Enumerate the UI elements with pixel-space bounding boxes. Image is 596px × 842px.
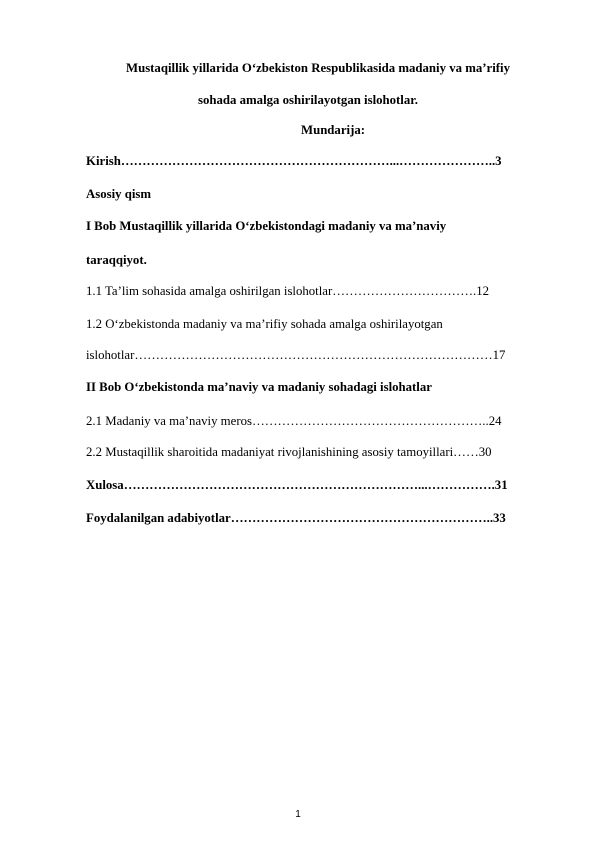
title-line-1: Mustaqillik yillarida O‘zbekiston Respublikasida madaniy va ma’rifiy bbox=[126, 61, 510, 75]
toc-entry-1-1: 1.1 Ta’lim sohasida amalga oshirilgan islohotlar…………………………….12 bbox=[86, 284, 489, 298]
toc-entry-chapter-2: II Bob O‘zbekistonda ma’naviy va madaniy sohadagi islohatlar bbox=[86, 380, 432, 394]
toc-entry-references: Foydalanilgan adabiyotlar……………………………………………………..33 bbox=[86, 511, 506, 525]
toc-entry-1-2-cont: islohotlar…………………………………………………………………………17 bbox=[86, 348, 506, 362]
toc-entry-2-1: 2.1 Madaniy va ma’naviy meros………………………………………………..24 bbox=[86, 414, 502, 428]
title-line-2: sohada amalga oshirilayotgan islohotlar. bbox=[198, 93, 418, 107]
toc-entry-conclusion: Xulosa……………………………………………………………...…………….31 bbox=[86, 478, 508, 492]
toc-entry-1-2: 1.2 O‘zbekistonda madaniy va ma’rifiy sohada amalga oshirilayotgan bbox=[86, 317, 443, 331]
toc-entry-main-part: Asosiy qism bbox=[86, 187, 152, 201]
toc-entry-chapter-1: I Bob Mustaqillik yillarida O‘zbekistondagi madaniy va ma’naviy bbox=[86, 219, 447, 233]
page-number: 1 bbox=[295, 809, 301, 820]
contents-heading: Mundarija: bbox=[301, 123, 365, 137]
toc-entry-2-2: 2.2 Mustaqillik sharoitida madaniyat rivojlanishining asosiy tamoyillari……30 bbox=[86, 445, 492, 459]
toc-entry-chapter-1-cont: taraqqiyot. bbox=[86, 253, 147, 267]
toc-entry-introduction: Kirish………………………………………………………...…………………..3 bbox=[86, 154, 502, 168]
